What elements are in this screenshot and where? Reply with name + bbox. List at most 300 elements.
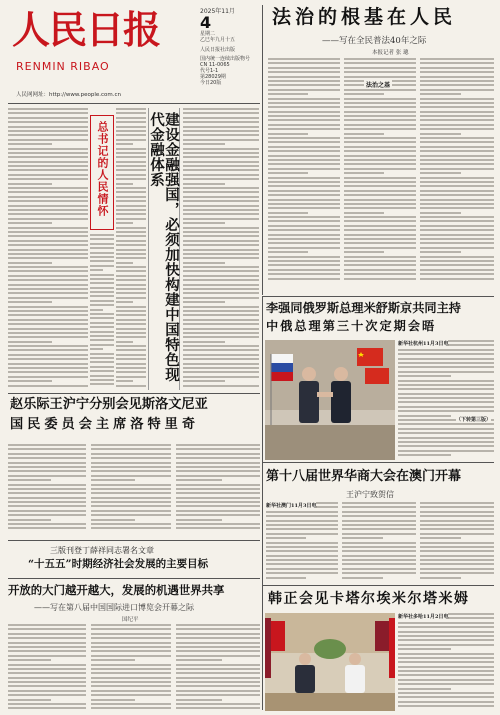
text-line: [176, 492, 260, 494]
text-line: [90, 379, 114, 381]
text-line: [268, 80, 340, 82]
text-line: [344, 67, 416, 69]
text-line: [116, 213, 146, 215]
text-line: [8, 328, 88, 330]
text-line: [420, 568, 494, 570]
text-line: [344, 203, 416, 205]
text-line: [183, 240, 259, 242]
text-line: [344, 207, 416, 209]
text-line: [8, 367, 88, 369]
text-line: [420, 515, 494, 517]
text-line: [420, 71, 494, 73]
text-line: [420, 146, 494, 148]
text-line: [344, 172, 384, 174]
text-line: [176, 655, 260, 657]
text-line: [8, 121, 88, 123]
text-line: [176, 523, 260, 525]
text-line: [8, 646, 86, 648]
text-line: [420, 163, 494, 165]
text-line: [344, 234, 416, 236]
text-line: [8, 222, 52, 224]
text-line: [344, 242, 416, 244]
text-line: [90, 238, 114, 240]
text-line: [8, 169, 88, 171]
text-line: [342, 524, 416, 526]
issue-line: CN 11-0065: [200, 62, 230, 68]
text-line: [398, 366, 494, 368]
text-line: [420, 528, 494, 530]
text-line: [91, 444, 171, 446]
text-line: [8, 376, 88, 378]
text-line: [268, 212, 308, 214]
text-line: [344, 89, 416, 91]
text-line: [8, 235, 88, 237]
column-title-box: [148, 108, 180, 390]
text-line: [268, 225, 340, 227]
text-line: [344, 216, 416, 218]
text-line: [8, 466, 86, 468]
text-line: [90, 339, 114, 341]
text-line: [268, 62, 340, 64]
text-line: [91, 633, 171, 635]
text-line: [183, 266, 259, 268]
text-line: [420, 133, 461, 135]
column-divider: [262, 296, 263, 710]
text-line: [176, 448, 260, 450]
text-line: [420, 111, 494, 113]
section-rule: [262, 462, 494, 463]
text-line: [183, 218, 259, 220]
text-line: [420, 199, 494, 201]
text-line: [268, 128, 340, 130]
text-line: [176, 479, 222, 481]
lead-body-col-2: [344, 58, 416, 286]
text-line: [344, 251, 384, 253]
text-line: [183, 200, 259, 202]
text-line: [176, 527, 260, 529]
text-line: [116, 139, 146, 141]
text-line: [116, 371, 146, 373]
text-line: [344, 141, 416, 143]
text-line: [176, 462, 260, 464]
text-line: [8, 209, 88, 211]
text-line: [268, 146, 340, 148]
text-line: [8, 484, 86, 486]
text-line: [344, 278, 416, 280]
text-line: [420, 264, 494, 266]
text-line: [8, 130, 88, 132]
text-line: [183, 345, 259, 347]
text-line: [90, 295, 114, 297]
text-line: [8, 385, 88, 387]
text-line: [8, 156, 88, 158]
text-line: [342, 568, 416, 570]
han-photo-illustration: [265, 613, 395, 711]
text-line: [420, 511, 494, 513]
text-line: [8, 694, 86, 696]
text-line: [176, 484, 260, 486]
text-line: [183, 341, 225, 343]
text-line: [8, 527, 86, 529]
text-line: [8, 134, 88, 136]
text-line: [268, 278, 340, 280]
text-line: [268, 177, 340, 179]
text-line: [8, 336, 88, 338]
text-line: [398, 371, 494, 373]
text-lines: [398, 613, 494, 707]
text-line: [176, 457, 260, 459]
text-line: [420, 168, 494, 170]
text-line: [398, 674, 494, 676]
text-line: [398, 437, 494, 439]
text-line: [90, 287, 114, 289]
text-line: [91, 637, 171, 639]
text-line: [183, 178, 259, 180]
text-line: [183, 191, 259, 193]
text-line: [90, 361, 114, 363]
text-lines: [8, 444, 86, 529]
putin-body-col-1: [398, 340, 494, 460]
text-line: [90, 344, 114, 346]
text-lines: [176, 624, 260, 709]
text-line: [344, 229, 416, 231]
text-line: [420, 98, 494, 100]
text-line: [183, 249, 259, 251]
text-line: [398, 688, 451, 690]
text-line: [90, 252, 114, 254]
text-line: [91, 510, 171, 512]
text-line: [176, 514, 260, 516]
text-line: [268, 203, 340, 205]
text-line: [8, 187, 88, 189]
text-line: [90, 282, 114, 284]
text-line: [420, 203, 494, 205]
text-line: [116, 257, 146, 259]
text-line: [116, 349, 146, 351]
text-line: [8, 492, 86, 494]
text-line: [8, 523, 86, 525]
text-line: [176, 677, 260, 679]
text-line: [116, 336, 146, 338]
text-line: [8, 139, 88, 141]
text-line: [90, 243, 114, 245]
text-line: [420, 533, 494, 535]
text-line: [176, 624, 260, 626]
text-line: [420, 229, 494, 231]
text-line: [183, 196, 259, 198]
text-line: [90, 265, 114, 267]
text-line: [342, 577, 383, 579]
text-line: [420, 93, 461, 95]
text-line: [183, 253, 259, 255]
text-line: [344, 76, 416, 78]
text-line: [266, 533, 338, 535]
text-line: [8, 457, 86, 459]
text-line: [183, 126, 259, 128]
text-line: [268, 137, 340, 139]
text-line: [8, 664, 86, 666]
lead-headline: 法治的根基在人民: [272, 6, 457, 28]
han-body-col-1: [398, 613, 494, 711]
text-line: [8, 148, 88, 150]
text-line: [183, 244, 259, 246]
text-line: [398, 653, 494, 655]
text-line: [8, 479, 51, 481]
text-line: [183, 130, 259, 132]
text-line: [8, 319, 88, 321]
text-line: [8, 249, 88, 251]
text-line: [420, 251, 461, 253]
text-line: [268, 264, 340, 266]
text-line: [8, 143, 52, 145]
text-line: [116, 126, 146, 128]
text-line: [116, 306, 146, 308]
text-line: [183, 235, 259, 237]
text-line: [268, 220, 340, 222]
text-line: [420, 150, 494, 152]
text-line: [344, 264, 416, 266]
text-line: [91, 668, 171, 670]
text-line: [183, 380, 225, 382]
zhao-body-col-2: [91, 444, 171, 536]
text-line: [8, 332, 88, 334]
text-line: [344, 146, 416, 148]
macao-body-col-2: [342, 502, 416, 582]
text-line: [342, 511, 416, 513]
text-line: [398, 701, 494, 703]
text-line: [8, 117, 88, 119]
text-line: [420, 220, 494, 222]
text-line: [116, 270, 146, 272]
text-line: [8, 510, 86, 512]
text-line: [344, 168, 416, 170]
promo-kicker: 三版刊登丁薛祥同志署名文章: [50, 546, 154, 555]
text-line: [183, 183, 225, 185]
lead-body-col-1: [268, 58, 340, 286]
text-line: [116, 288, 146, 290]
text-line: [91, 475, 171, 477]
text-line: [8, 266, 88, 268]
text-line: [183, 213, 259, 215]
text-line: [90, 234, 114, 236]
text-line: [268, 172, 308, 174]
text-line: [420, 115, 494, 117]
text-line: [420, 62, 494, 64]
text-line: [91, 642, 171, 644]
han-headline: 韩正会见卡塔尔埃米尔塔米姆: [268, 591, 470, 607]
text-line: [420, 256, 494, 258]
text-line: [183, 112, 259, 114]
text-line: [344, 194, 416, 196]
text-line: [268, 141, 340, 143]
text-line: [8, 519, 51, 521]
text-line: [8, 244, 88, 246]
text-line: [116, 200, 146, 202]
text-line: [420, 225, 494, 227]
masthead-date-box: [200, 9, 258, 86]
text-line: [398, 380, 494, 382]
text-line: [90, 247, 114, 249]
section-rule: [8, 540, 260, 541]
text-line: [183, 328, 259, 330]
text-line: [268, 58, 340, 60]
import-byline: 国纪平: [122, 617, 139, 623]
text-lines: [90, 234, 114, 385]
text-line: [398, 423, 494, 425]
import-body-col-2: [91, 624, 171, 712]
text-line: [268, 150, 340, 152]
text-line: [90, 326, 114, 328]
text-line: [116, 235, 146, 237]
text-line: [344, 150, 416, 152]
text-line: [183, 161, 259, 163]
text-line: [344, 163, 416, 165]
text-line: [266, 537, 306, 539]
text-line: [91, 646, 171, 648]
text-line: [420, 520, 494, 522]
text-line: [116, 205, 146, 207]
text-line: [8, 699, 51, 701]
text-line: [8, 672, 86, 674]
import-subtitle: ——写在第八届中国国际进口博览会开幕之际: [34, 603, 194, 612]
text-line: [91, 664, 171, 666]
issue-line: 国内统一连续出版物号: [200, 56, 251, 62]
text-line: [398, 661, 494, 663]
text-line: [8, 462, 86, 464]
masthead-logo: 人民日报: [12, 7, 161, 52]
text-line: [8, 655, 86, 657]
text-lines: [420, 502, 494, 579]
text-line: [183, 354, 259, 356]
text-line: [8, 642, 86, 644]
macao-body-col-1: [266, 502, 338, 582]
text-line: [342, 559, 416, 561]
masthead-weekday: 星期二: [200, 31, 216, 37]
text-line: [8, 345, 88, 347]
text-line: [116, 121, 146, 123]
text-line: [344, 98, 416, 100]
text-line: [344, 220, 416, 222]
text-line: [8, 306, 88, 308]
section-rule: [262, 585, 494, 586]
text-line: [268, 234, 340, 236]
text-line: [420, 159, 494, 161]
text-line: [8, 444, 86, 446]
text-line: [8, 231, 88, 233]
text-line: [420, 524, 494, 526]
text-line: [91, 694, 171, 696]
text-line: [268, 67, 340, 69]
text-line: [420, 555, 494, 557]
text-line: [8, 358, 88, 360]
text-line: [344, 62, 416, 64]
text-line: [91, 466, 171, 468]
text-line: [8, 178, 88, 180]
promo-headline: “十五五”时期经济社会发展的主要目标: [28, 558, 209, 570]
text-line: [183, 297, 259, 299]
text-line: [91, 681, 171, 683]
text-line: [344, 128, 416, 130]
text-line: [183, 332, 259, 334]
text-line: [420, 572, 494, 574]
text-lines: [344, 58, 416, 280]
text-line: [116, 385, 146, 387]
column-label-box: [90, 115, 114, 230]
text-line: [420, 537, 461, 539]
text-line: [398, 362, 494, 364]
text-line: [398, 454, 451, 456]
text-line: [90, 317, 114, 319]
text-line: [344, 256, 416, 258]
text-line: [420, 273, 494, 275]
text-line: [91, 488, 171, 490]
text-line: [116, 266, 146, 268]
text-line: [398, 657, 494, 659]
text-line: [268, 155, 340, 157]
text-line: [176, 690, 260, 692]
text-line: [91, 497, 171, 499]
text-lines: [398, 340, 494, 456]
text-line: [8, 371, 88, 373]
text-line: [420, 155, 494, 157]
text-line: [8, 501, 86, 503]
text-line: [268, 181, 340, 183]
text-lines: [268, 58, 340, 280]
text-line: [176, 488, 260, 490]
text-line: [183, 314, 259, 316]
text-line: [268, 111, 340, 113]
text-line: [183, 143, 225, 145]
text-line: [420, 190, 494, 192]
text-line: [90, 383, 114, 385]
text-line: [8, 633, 86, 635]
text-line: [268, 216, 340, 218]
text-line: [8, 112, 88, 114]
text-line: [420, 207, 494, 209]
text-line: [420, 546, 494, 548]
text-line: [8, 475, 86, 477]
text-line: [90, 331, 114, 333]
text-line: [176, 685, 260, 687]
text-line: [116, 156, 146, 158]
text-line: [183, 187, 259, 189]
text-line: [116, 244, 146, 246]
text-line: [8, 301, 52, 303]
masthead-publisher: 人民日报社出版: [200, 47, 236, 53]
text-line: [342, 533, 416, 535]
text-line: [183, 139, 259, 141]
text-lines: [8, 624, 86, 709]
text-line: [90, 353, 114, 355]
text-line: [266, 577, 306, 579]
text-line: [116, 130, 146, 132]
text-line: [116, 161, 146, 163]
zhao-body-col-3: [176, 444, 260, 536]
text-line: [116, 380, 133, 382]
text-line: [398, 445, 494, 447]
text-line: [176, 475, 260, 477]
zhao-headline-line-2: 国民委员会主席洛特里奇: [10, 417, 200, 432]
text-line: [420, 559, 494, 561]
text-line: [398, 666, 494, 668]
text-line: [268, 185, 340, 187]
text-line: [183, 231, 259, 233]
text-line: [266, 563, 338, 565]
masthead-issue-info: [200, 56, 258, 86]
text-line: [116, 165, 146, 167]
text-line: [116, 297, 146, 299]
text-line: [8, 253, 88, 255]
